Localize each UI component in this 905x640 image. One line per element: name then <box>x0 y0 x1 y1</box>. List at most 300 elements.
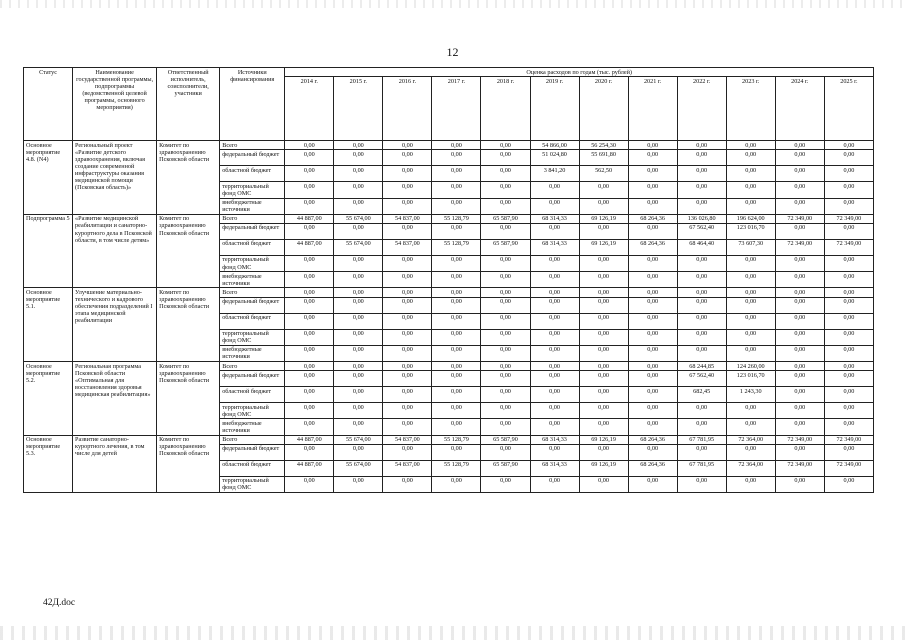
amount-cell: 72 349,00 <box>775 460 824 476</box>
amount-cell: 0,00 <box>383 223 432 239</box>
amount-cell: 0,00 <box>285 313 334 329</box>
amount-cell: 72 364,00 <box>726 435 775 444</box>
amount-cell: 0,00 <box>726 166 775 182</box>
amount-cell: 0,00 <box>481 297 530 313</box>
header-responsible: Ответственный исполнитель, соисполнители, участники <box>157 68 220 141</box>
amount-cell: 0,00 <box>628 223 677 239</box>
amount-cell: 0,00 <box>432 403 481 419</box>
amount-cell: 0,00 <box>628 166 677 182</box>
amount-cell: 0,00 <box>285 345 334 361</box>
row-status: Основное мероприятие 5.1. <box>24 288 73 362</box>
amount-cell: 0,00 <box>383 141 432 150</box>
amount-cell: 0,00 <box>334 255 383 271</box>
amount-cell: 0,00 <box>334 444 383 460</box>
amount-cell: 0,00 <box>432 444 481 460</box>
amount-cell: 0,00 <box>432 313 481 329</box>
row-source: внебюджетные источники <box>220 272 285 288</box>
amount-cell: 0,00 <box>579 387 628 403</box>
amount-cell: 0,00 <box>530 476 579 492</box>
header-year: 2014 г. <box>285 77 334 141</box>
row-source: Всего <box>220 141 285 150</box>
amount-cell: 0,00 <box>775 166 824 182</box>
amount-cell: 0,00 <box>432 255 481 271</box>
header-year: 2019 г. <box>530 77 579 141</box>
row-name: Региональная программа Псковской области «Оптимальная для восстановления здоровья медицинская реабилитация» <box>73 362 157 436</box>
amount-cell: 0,00 <box>285 141 334 150</box>
amount-cell: 0,00 <box>579 362 628 371</box>
row-source: областной бюджет <box>220 387 285 403</box>
amount-cell: 0,00 <box>432 329 481 345</box>
amount-cell: 0,00 <box>383 329 432 345</box>
amount-cell: 0,00 <box>579 476 628 492</box>
amount-cell: 0,00 <box>579 444 628 460</box>
row-source: федеральный бюджет <box>220 150 285 166</box>
amount-cell: 0,00 <box>677 476 726 492</box>
row-status: Основное мероприятие 5.3. <box>24 435 73 492</box>
amount-cell: 0,00 <box>824 223 873 239</box>
row-source: территориальный фонд ОМС <box>220 255 285 271</box>
amount-cell: 0,00 <box>775 371 824 387</box>
amount-cell: 55 691,80 <box>579 150 628 166</box>
amount-cell: 0,00 <box>432 223 481 239</box>
amount-cell: 0,00 <box>677 182 726 198</box>
amount-cell: 1 243,30 <box>726 387 775 403</box>
amount-cell: 0,00 <box>530 255 579 271</box>
row-source: федеральный бюджет <box>220 371 285 387</box>
amount-cell: 0,00 <box>628 476 677 492</box>
table-row <box>24 141 874 150</box>
amount-cell: 0,00 <box>775 419 824 435</box>
amount-cell: 68 314,33 <box>530 460 579 476</box>
row-name: Улучшение материально-технического и кадрового обеспечения подразделений I этапа медицинской реабилитации <box>73 288 157 362</box>
amount-cell: 0,00 <box>432 371 481 387</box>
amount-cell: 0,00 <box>334 166 383 182</box>
amount-cell: 69 126,19 <box>579 214 628 223</box>
amount-cell: 0,00 <box>824 371 873 387</box>
amount-cell: 0,00 <box>530 345 579 361</box>
budget-table <box>23 67 874 493</box>
amount-cell: 0,00 <box>481 345 530 361</box>
amount-cell: 0,00 <box>677 444 726 460</box>
amount-cell: 0,00 <box>726 272 775 288</box>
amount-cell: 0,00 <box>432 476 481 492</box>
amount-cell: 0,00 <box>432 297 481 313</box>
amount-cell: 68 314,33 <box>530 239 579 255</box>
scan-bottom-artifact <box>0 626 905 640</box>
amount-cell: 0,00 <box>677 255 726 271</box>
amount-cell: 0,00 <box>579 403 628 419</box>
amount-cell: 67 781,95 <box>677 460 726 476</box>
amount-cell: 0,00 <box>775 182 824 198</box>
amount-cell: 0,00 <box>726 150 775 166</box>
amount-cell: 69 126,19 <box>579 435 628 444</box>
row-source: федеральный бюджет <box>220 444 285 460</box>
amount-cell: 0,00 <box>481 182 530 198</box>
header-estimate: Оценка расходов по годам (тыс. рублей) <box>285 68 874 77</box>
amount-cell: 69 126,19 <box>579 460 628 476</box>
amount-cell: 0,00 <box>677 272 726 288</box>
row-source: территориальный фонд ОМС <box>220 403 285 419</box>
amount-cell: 0,00 <box>334 387 383 403</box>
amount-cell: 0,00 <box>530 387 579 403</box>
header-year: 2017 г. <box>432 77 481 141</box>
amount-cell: 0,00 <box>824 198 873 214</box>
amount-cell: 44 887,00 <box>285 239 334 255</box>
amount-cell: 0,00 <box>824 329 873 345</box>
amount-cell: 0,00 <box>334 288 383 297</box>
amount-cell: 54 837,00 <box>383 460 432 476</box>
amount-cell: 0,00 <box>481 329 530 345</box>
amount-cell: 0,00 <box>334 198 383 214</box>
amount-cell: 51 024,80 <box>530 150 579 166</box>
amount-cell: 0,00 <box>677 313 726 329</box>
amount-cell: 0,00 <box>726 444 775 460</box>
amount-cell: 0,00 <box>628 141 677 150</box>
header-year: 2015 г. <box>334 77 383 141</box>
amount-cell: 0,00 <box>824 166 873 182</box>
amount-cell: 0,00 <box>775 476 824 492</box>
amount-cell: 0,00 <box>677 329 726 345</box>
row-source: Всего <box>220 288 285 297</box>
amount-cell: 0,00 <box>579 272 628 288</box>
amount-cell: 0,00 <box>383 362 432 371</box>
amount-cell: 0,00 <box>481 141 530 150</box>
amount-cell: 0,00 <box>579 223 628 239</box>
amount-cell: 0,00 <box>432 419 481 435</box>
amount-cell: 65 587,90 <box>481 460 530 476</box>
amount-cell: 0,00 <box>579 198 628 214</box>
amount-cell: 0,00 <box>481 371 530 387</box>
row-source: внебюджетные источники <box>220 345 285 361</box>
row-name: Региональный проект «Развитие детского здравоохранения, включая создание современной инфраструктуры оказания медицинской помощи (Псковская область)» <box>73 141 157 215</box>
amount-cell: 0,00 <box>628 403 677 419</box>
amount-cell: 0,00 <box>481 150 530 166</box>
amount-cell: 55 674,00 <box>334 214 383 223</box>
amount-cell: 0,00 <box>383 166 432 182</box>
amount-cell: 68 464,40 <box>677 239 726 255</box>
row-status: Основное мероприятие 5.2. <box>24 362 73 436</box>
amount-cell: 0,00 <box>775 345 824 361</box>
amount-cell: 0,00 <box>481 419 530 435</box>
header-year: 2020 г. <box>579 77 628 141</box>
amount-cell: 0,00 <box>775 329 824 345</box>
amount-cell: 0,00 <box>824 444 873 460</box>
row-status: Подпрограмма 5 <box>24 214 73 288</box>
amount-cell: 0,00 <box>285 150 334 166</box>
row-name: «Развитие медицинской реабилитации и санаторно-курортного дела в Псковской области, в том числе детям» <box>73 214 157 288</box>
amount-cell: 0,00 <box>285 297 334 313</box>
amount-cell: 0,00 <box>481 223 530 239</box>
amount-cell: 54 837,00 <box>383 435 432 444</box>
amount-cell: 0,00 <box>530 403 579 419</box>
amount-cell: 123 016,70 <box>726 371 775 387</box>
amount-cell: 0,00 <box>726 198 775 214</box>
amount-cell: 0,00 <box>432 345 481 361</box>
amount-cell: 0,00 <box>481 313 530 329</box>
row-source: Всего <box>220 362 285 371</box>
amount-cell: 0,00 <box>285 166 334 182</box>
amount-cell: 0,00 <box>432 272 481 288</box>
amount-cell: 68 264,36 <box>628 435 677 444</box>
amount-cell: 0,00 <box>677 297 726 313</box>
amount-cell: 0,00 <box>285 288 334 297</box>
amount-cell: 0,00 <box>432 166 481 182</box>
amount-cell: 682,45 <box>677 387 726 403</box>
amount-cell: 0,00 <box>677 345 726 361</box>
header-status: Статус <box>24 68 73 141</box>
amount-cell: 0,00 <box>481 403 530 419</box>
table-body <box>24 141 874 493</box>
row-source: Всего <box>220 214 285 223</box>
amount-cell: 0,00 <box>579 297 628 313</box>
amount-cell: 0,00 <box>432 182 481 198</box>
row-source: территориальный фонд ОМС <box>220 329 285 345</box>
header-year: 2022 г. <box>677 77 726 141</box>
row-responsible: Комитет по здравоохранению Псковской области <box>157 141 220 215</box>
amount-cell: 0,00 <box>481 198 530 214</box>
row-source: внебюджетные источники <box>220 198 285 214</box>
amount-cell: 0,00 <box>628 362 677 371</box>
amount-cell: 55 674,00 <box>334 435 383 444</box>
amount-cell: 0,00 <box>530 313 579 329</box>
amount-cell: 0,00 <box>824 313 873 329</box>
amount-cell: 0,00 <box>628 288 677 297</box>
amount-cell: 0,00 <box>334 403 383 419</box>
amount-cell: 72 349,00 <box>775 239 824 255</box>
amount-cell: 44 887,00 <box>285 435 334 444</box>
amount-cell: 73 607,30 <box>726 239 775 255</box>
amount-cell: 0,00 <box>481 288 530 297</box>
amount-cell: 68 264,36 <box>628 239 677 255</box>
amount-cell: 0,00 <box>383 371 432 387</box>
amount-cell: 0,00 <box>628 419 677 435</box>
page-number: 12 <box>446 45 459 59</box>
amount-cell: 0,00 <box>579 371 628 387</box>
amount-cell: 0,00 <box>530 297 579 313</box>
amount-cell: 0,00 <box>726 141 775 150</box>
row-source: территориальный фонд ОМС <box>220 182 285 198</box>
amount-cell: 0,00 <box>383 345 432 361</box>
amount-cell: 0,00 <box>530 329 579 345</box>
amount-cell: 68 264,36 <box>628 214 677 223</box>
amount-cell: 0,00 <box>824 255 873 271</box>
row-responsible: Комитет по здравоохранению Псковской области <box>157 288 220 362</box>
header-year: 2021 г. <box>628 77 677 141</box>
amount-cell: 0,00 <box>677 141 726 150</box>
amount-cell: 0,00 <box>775 403 824 419</box>
table-row <box>24 435 874 444</box>
amount-cell: 0,00 <box>775 362 824 371</box>
amount-cell: 0,00 <box>579 182 628 198</box>
amount-cell: 0,00 <box>775 297 824 313</box>
header-year: 2018 г. <box>481 77 530 141</box>
amount-cell: 0,00 <box>775 288 824 297</box>
amount-cell: 0,00 <box>775 444 824 460</box>
amount-cell: 0,00 <box>824 182 873 198</box>
amount-cell: 0,00 <box>285 444 334 460</box>
amount-cell: 0,00 <box>628 255 677 271</box>
amount-cell: 0,00 <box>628 272 677 288</box>
header-year: 2024 г. <box>775 77 824 141</box>
amount-cell: 0,00 <box>285 182 334 198</box>
amount-cell: 0,00 <box>726 313 775 329</box>
amount-cell: 0,00 <box>579 345 628 361</box>
amount-cell: 0,00 <box>530 444 579 460</box>
amount-cell: 72 364,00 <box>726 460 775 476</box>
amount-cell: 55 128,79 <box>432 239 481 255</box>
amount-cell: 0,00 <box>530 419 579 435</box>
amount-cell: 55 674,00 <box>334 460 383 476</box>
amount-cell: 0,00 <box>775 141 824 150</box>
amount-cell: 65 587,90 <box>481 435 530 444</box>
amount-cell: 0,00 <box>628 345 677 361</box>
amount-cell: 72 349,00 <box>775 435 824 444</box>
amount-cell: 0,00 <box>530 223 579 239</box>
amount-cell: 0,00 <box>775 223 824 239</box>
amount-cell: 0,00 <box>579 329 628 345</box>
row-source: федеральный бюджет <box>220 223 285 239</box>
amount-cell: 0,00 <box>726 288 775 297</box>
amount-cell: 68 264,36 <box>628 460 677 476</box>
amount-cell: 0,00 <box>579 255 628 271</box>
row-source: внебюджетные источники <box>220 419 285 435</box>
amount-cell: 0,00 <box>775 272 824 288</box>
amount-cell: 55 128,79 <box>432 460 481 476</box>
header-year: 2025 г. <box>824 77 873 141</box>
amount-cell: 0,00 <box>383 288 432 297</box>
amount-cell: 54 837,00 <box>383 214 432 223</box>
amount-cell: 0,00 <box>285 198 334 214</box>
header-name: Наименование государственной программы, подпрограммы (ведомственной целевой программы, основного мероприятия) <box>73 68 157 141</box>
amount-cell: 0,00 <box>628 297 677 313</box>
amount-cell: 0,00 <box>383 198 432 214</box>
amount-cell: 0,00 <box>530 272 579 288</box>
row-responsible: Комитет по здравоохранению Псковской области <box>157 362 220 436</box>
header-sources: Источники финансирования <box>220 68 285 141</box>
amount-cell: 0,00 <box>726 182 775 198</box>
amount-cell: 44 887,00 <box>285 214 334 223</box>
amount-cell: 0,00 <box>383 403 432 419</box>
amount-cell: 68 314,33 <box>530 435 579 444</box>
amount-cell: 0,00 <box>726 329 775 345</box>
amount-cell: 0,00 <box>481 272 530 288</box>
amount-cell: 0,00 <box>383 419 432 435</box>
amount-cell: 0,00 <box>285 362 334 371</box>
amount-cell: 0,00 <box>481 166 530 182</box>
amount-cell: 0,00 <box>726 297 775 313</box>
row-source: областной бюджет <box>220 166 285 182</box>
row-source: областной бюджет <box>220 460 285 476</box>
amount-cell: 0,00 <box>530 362 579 371</box>
scan-top-artifact <box>0 0 905 8</box>
amount-cell: 54 837,00 <box>383 239 432 255</box>
amount-cell: 0,00 <box>775 198 824 214</box>
amount-cell: 136 026,80 <box>677 214 726 223</box>
amount-cell: 0,00 <box>383 313 432 329</box>
amount-cell: 0,00 <box>628 371 677 387</box>
amount-cell: 54 866,00 <box>530 141 579 150</box>
amount-cell: 0,00 <box>383 297 432 313</box>
amount-cell: 0,00 <box>628 387 677 403</box>
amount-cell: 0,00 <box>383 476 432 492</box>
amount-cell: 0,00 <box>579 288 628 297</box>
amount-cell: 0,00 <box>677 288 726 297</box>
row-status: Основное мероприятие 4.8. (N4) <box>24 141 73 215</box>
amount-cell: 0,00 <box>579 313 628 329</box>
amount-cell: 0,00 <box>824 403 873 419</box>
amount-cell: 0,00 <box>824 150 873 166</box>
amount-cell: 0,00 <box>334 297 383 313</box>
amount-cell: 65 587,90 <box>481 239 530 255</box>
amount-cell: 0,00 <box>628 182 677 198</box>
amount-cell: 56 254,30 <box>579 141 628 150</box>
amount-cell: 44 887,00 <box>285 460 334 476</box>
amount-cell: 68 244,85 <box>677 362 726 371</box>
amount-cell: 196 624,00 <box>726 214 775 223</box>
amount-cell: 0,00 <box>432 150 481 166</box>
amount-cell: 0,00 <box>334 371 383 387</box>
amount-cell: 0,00 <box>481 444 530 460</box>
amount-cell: 0,00 <box>726 419 775 435</box>
amount-cell: 0,00 <box>334 182 383 198</box>
amount-cell: 0,00 <box>824 387 873 403</box>
amount-cell: 0,00 <box>775 313 824 329</box>
row-responsible: Комитет по здравоохранению Псковской области <box>157 435 220 492</box>
table-row <box>24 288 874 297</box>
row-source: областной бюджет <box>220 239 285 255</box>
amount-cell: 0,00 <box>334 223 383 239</box>
amount-cell: 0,00 <box>481 476 530 492</box>
amount-cell: 72 349,00 <box>824 214 873 223</box>
amount-cell: 0,00 <box>775 255 824 271</box>
amount-cell: 0,00 <box>775 150 824 166</box>
amount-cell: 0,00 <box>432 141 481 150</box>
amount-cell: 0,00 <box>824 345 873 361</box>
amount-cell: 0,00 <box>285 371 334 387</box>
amount-cell: 55 128,79 <box>432 435 481 444</box>
amount-cell: 68 314,33 <box>530 214 579 223</box>
amount-cell: 0,00 <box>726 255 775 271</box>
amount-cell: 0,00 <box>481 387 530 403</box>
amount-cell: 123 016,70 <box>726 223 775 239</box>
amount-cell: 0,00 <box>677 150 726 166</box>
amount-cell: 0,00 <box>824 141 873 150</box>
amount-cell: 124 260,00 <box>726 362 775 371</box>
amount-cell: 0,00 <box>383 255 432 271</box>
amount-cell: 67 781,95 <box>677 435 726 444</box>
amount-cell: 0,00 <box>432 387 481 403</box>
amount-cell: 55 674,00 <box>334 239 383 255</box>
amount-cell: 0,00 <box>824 476 873 492</box>
row-source: федеральный бюджет <box>220 297 285 313</box>
amount-cell: 0,00 <box>530 182 579 198</box>
table-row <box>24 362 874 371</box>
header-year: 2016 г. <box>383 77 432 141</box>
amount-cell: 0,00 <box>677 198 726 214</box>
amount-cell: 0,00 <box>285 476 334 492</box>
amount-cell: 0,00 <box>334 141 383 150</box>
amount-cell: 0,00 <box>628 444 677 460</box>
amount-cell: 0,00 <box>726 403 775 419</box>
header-year: 2023 г. <box>726 77 775 141</box>
amount-cell: 0,00 <box>383 150 432 166</box>
row-source: территориальный фонд ОМС <box>220 476 285 492</box>
amount-cell: 0,00 <box>677 419 726 435</box>
amount-cell: 72 349,00 <box>824 460 873 476</box>
amount-cell: 0,00 <box>481 255 530 271</box>
amount-cell: 0,00 <box>530 288 579 297</box>
amount-cell: 0,00 <box>726 476 775 492</box>
